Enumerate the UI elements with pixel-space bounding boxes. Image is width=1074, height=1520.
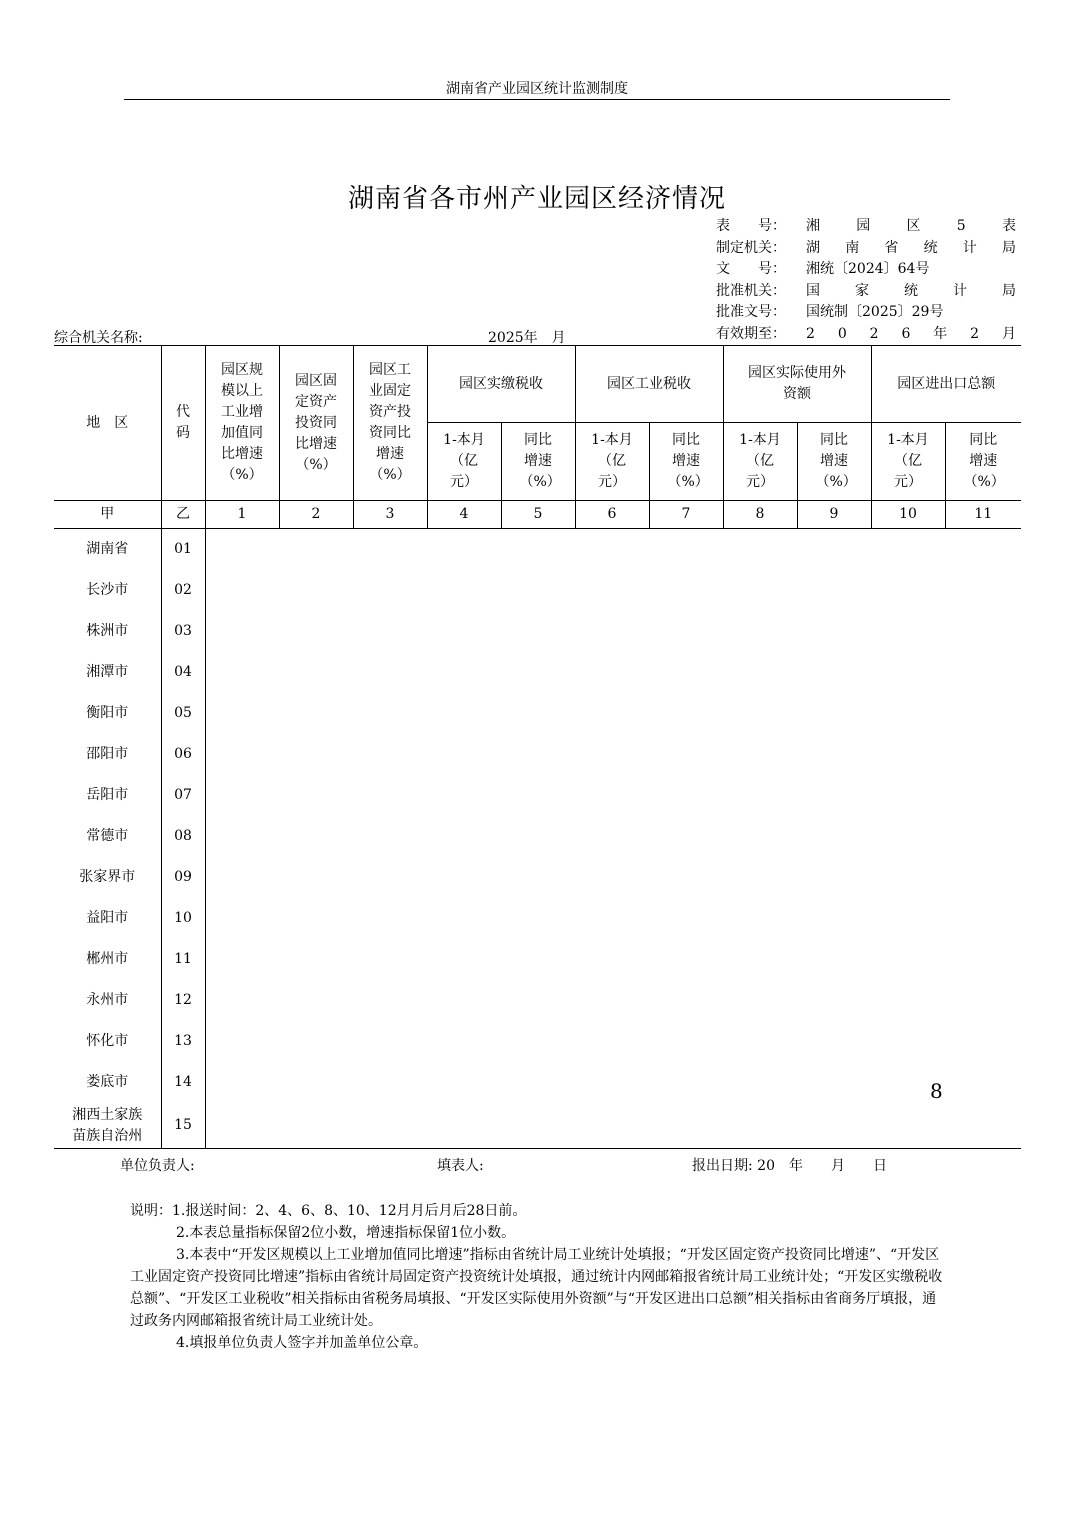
meta-value-part: 2 <box>970 325 980 342</box>
meta-value <box>806 216 1016 238</box>
page-title: 湖南省各市州产业园区经济情况 <box>347 184 726 214</box>
form-meta-block <box>716 216 1016 345</box>
table-row <box>54 816 1021 857</box>
meta-value-part: 省 <box>884 239 899 256</box>
region-code: 14 <box>161 1062 205 1103</box>
meta-value-part: 月 <box>1001 325 1016 342</box>
header-col2: 园区固定资产投资同比增速（%） <box>279 346 353 501</box>
column-index: 2 <box>279 501 353 529</box>
region-code: 05 <box>161 693 205 734</box>
header-col3: 园区工业固定资产投资同比增速（%） <box>353 346 427 501</box>
meta-value-part: 南 <box>845 239 860 256</box>
column-index: 11 <box>945 501 1021 529</box>
table-row <box>54 734 1021 775</box>
meta-key: 制定机关： <box>716 239 786 256</box>
column-index: 4 <box>427 501 501 529</box>
header-group-foreign-capital: 园区实际使用外资额 <box>723 346 871 423</box>
region-code: 06 <box>161 734 205 775</box>
table-row <box>54 1103 1021 1149</box>
note-3: 3.本表中“开发区规模以上工业增加值同比增速”指标由省统计局工业统计处填报；“开发区固定资产投资同比增速”、“开发区工业固定资产投资同比增速”指标由省统计局固定资产投资统计处填报，通过统计内网邮箱报省统计局工业统计处；“开发区实缴税收总额”、“开发区工业税收”相关指标由省税务局填报、“开发区实际使用外资额”与“开发区进出口总额”相关指标由省商务厅填报，通过政务内网邮箱报省统计局工业统计处。 <box>130 1247 943 1329</box>
data-cells-empty[interactable] <box>205 775 1021 816</box>
subheader-amount: 1-本月（亿元） <box>575 423 649 501</box>
meta-value-part: 区 <box>906 218 921 234</box>
region-name: 娄底市 <box>86 1074 129 1090</box>
meta-value-part: 年 <box>933 325 948 342</box>
table-row <box>54 570 1021 611</box>
data-cells-empty[interactable] <box>205 939 1021 980</box>
table-row <box>54 1021 1021 1062</box>
report-period: 2025年 月 <box>488 330 566 346</box>
meta-value-part: 计 <box>953 282 967 299</box>
region-name: 湖南省 <box>86 541 129 557</box>
region-code: 15 <box>161 1103 205 1149</box>
region-name: 益阳市 <box>86 910 129 926</box>
region-name: 长沙市 <box>86 582 129 598</box>
region-name: 张家界市 <box>79 869 136 885</box>
note-1: 说明：1.报送时间：2、4、6、8、10、12月月后月后28日前。 <box>130 1203 527 1219</box>
data-cells-empty[interactable] <box>205 816 1021 857</box>
meta-value-part: 湖 <box>806 239 820 256</box>
header-group-import-export: 园区进出口总额 <box>871 346 1021 423</box>
table-row <box>54 652 1021 693</box>
region-code: 02 <box>161 570 205 611</box>
meta-value-part: 局 <box>1002 282 1016 299</box>
subheader-growth: 同比增速（%） <box>797 423 871 501</box>
header-region: 地 区 <box>54 346 161 501</box>
meta-row <box>716 238 1016 260</box>
header-group-industrial-tax: 园区工业税收 <box>575 346 723 423</box>
column-index: 甲 <box>54 501 161 529</box>
statistics-table <box>54 345 1021 1149</box>
org-name-label: 综合机关名称: <box>54 330 143 346</box>
meta-key: 文 号： <box>716 261 786 277</box>
meta-value-part: 5 <box>956 218 966 234</box>
column-index: 3 <box>353 501 427 529</box>
page-number: 8 <box>930 1079 943 1103</box>
table-row <box>54 857 1021 898</box>
data-cells-empty[interactable] <box>205 898 1021 939</box>
subheader-amount: 1-本月（亿元） <box>427 423 501 501</box>
column-index: 乙 <box>161 501 205 529</box>
column-index: 6 <box>575 501 649 529</box>
region-code: 10 <box>161 898 205 939</box>
region-name: 株洲市 <box>86 623 129 639</box>
meta-value-part: 表 <box>1001 218 1016 234</box>
header-col1: 园区规模以上工业增加值同比增速（%） <box>205 346 279 501</box>
column-index: 7 <box>649 501 723 529</box>
region-name: 邵阳市 <box>86 746 129 762</box>
region-code: 11 <box>161 939 205 980</box>
data-cells-empty[interactable] <box>205 980 1021 1021</box>
data-cells-empty[interactable] <box>205 734 1021 775</box>
region-name: 衡阳市 <box>86 705 129 721</box>
meta-value-part: 湘 <box>806 218 820 234</box>
region-code: 08 <box>161 816 205 857</box>
subheader-amount: 1-本月（亿元） <box>723 423 797 501</box>
unit-head-signature: 单位负责人: <box>120 1158 195 1174</box>
meta-value-part: 0 <box>837 325 847 342</box>
meta-row <box>716 259 1016 281</box>
region-name: 常德市 <box>86 828 129 844</box>
meta-row <box>716 324 1016 346</box>
data-cells-empty[interactable] <box>205 857 1021 898</box>
region-code: 13 <box>161 1021 205 1062</box>
meta-row <box>716 302 1016 324</box>
data-cells-empty[interactable] <box>205 1062 1021 1103</box>
data-cells-empty[interactable] <box>205 611 1021 652</box>
table-row <box>54 693 1021 734</box>
meta-key: 批准文号： <box>716 304 786 320</box>
table-row <box>54 611 1021 652</box>
region-code: 03 <box>161 611 205 652</box>
column-index: 10 <box>871 501 945 529</box>
meta-value-part: 统 <box>904 282 918 299</box>
note-4: 4.填报单位负责人签字并加盖单位公章。 <box>176 1335 428 1351</box>
meta-value-part: 家 <box>855 282 869 299</box>
meta-value <box>806 302 1016 324</box>
meta-value-part: 2 <box>806 325 815 342</box>
data-cells-empty[interactable] <box>205 529 1021 571</box>
region-code: 12 <box>161 980 205 1021</box>
header-rule <box>124 99 950 100</box>
table-row <box>54 898 1021 939</box>
column-index: 8 <box>723 501 797 529</box>
meta-row <box>716 216 1016 238</box>
region-code: 01 <box>161 529 205 571</box>
subheader-growth: 同比增速（%） <box>945 423 1021 501</box>
subheader-amount: 1-本月（亿元） <box>871 423 945 501</box>
region-name: 永州市 <box>86 992 129 1008</box>
table-row <box>54 939 1021 980</box>
region-name: 岳阳市 <box>86 787 129 803</box>
subheader-growth: 同比增速（%） <box>649 423 723 501</box>
meta-value-part: 国 <box>806 282 820 299</box>
region-code: 09 <box>161 857 205 898</box>
data-cells-empty[interactable] <box>205 693 1021 734</box>
column-index-row <box>54 501 1021 529</box>
running-header: 湖南省产业园区统计监测制度 <box>446 81 628 97</box>
meta-value-part: 2 <box>869 325 879 342</box>
region-name: 怀化市 <box>86 1033 129 1049</box>
region-name: 湘潭市 <box>86 664 129 680</box>
subheader-growth: 同比增速（%） <box>501 423 575 501</box>
meta-value <box>806 259 1016 281</box>
meta-value-part: 局 <box>1001 239 1016 256</box>
column-index: 1 <box>205 501 279 529</box>
column-index: 5 <box>501 501 575 529</box>
data-cells-empty[interactable] <box>205 1103 1021 1149</box>
table-row <box>54 529 1021 571</box>
meta-value-part: 统 <box>923 239 938 256</box>
meta-key: 批准机关： <box>716 282 786 299</box>
data-cells-empty[interactable] <box>205 570 1021 611</box>
table-row <box>54 775 1021 816</box>
table-row <box>54 1062 1021 1103</box>
meta-value-part: 园 <box>856 218 871 234</box>
meta-value-part: 计 <box>962 239 977 256</box>
notes <box>130 1200 950 1354</box>
region-name: 郴州市 <box>86 951 129 967</box>
filler-signature: 填表人: <box>437 1158 484 1174</box>
meta-value <box>806 324 1016 346</box>
meta-key: 有效期至： <box>716 325 786 342</box>
header-code: 代码 <box>161 346 205 501</box>
report-date: 报出日期: 20 年 月 日 <box>692 1158 887 1174</box>
data-cells-empty[interactable] <box>205 652 1021 693</box>
column-index: 9 <box>797 501 871 529</box>
meta-row <box>716 281 1016 303</box>
meta-key: 表 号： <box>716 218 786 234</box>
region-name: 湘西土家族苗族自治州 <box>54 1103 161 1149</box>
table-row <box>54 980 1021 1021</box>
data-cells-empty[interactable] <box>205 1021 1021 1062</box>
region-code: 04 <box>161 652 205 693</box>
meta-value <box>806 281 1016 303</box>
meta-value-part: 6 <box>901 325 911 342</box>
header-group-tax: 园区实缴税收 <box>427 346 575 423</box>
note-2: 2.本表总量指标保留2位小数，增速指标保留1位小数。 <box>176 1225 516 1241</box>
meta-value-part: 国统制〔2025〕29号 <box>806 304 944 320</box>
region-code: 07 <box>161 775 205 816</box>
meta-value <box>806 238 1016 260</box>
meta-value-part: 湘统〔2024〕64号 <box>806 261 930 277</box>
